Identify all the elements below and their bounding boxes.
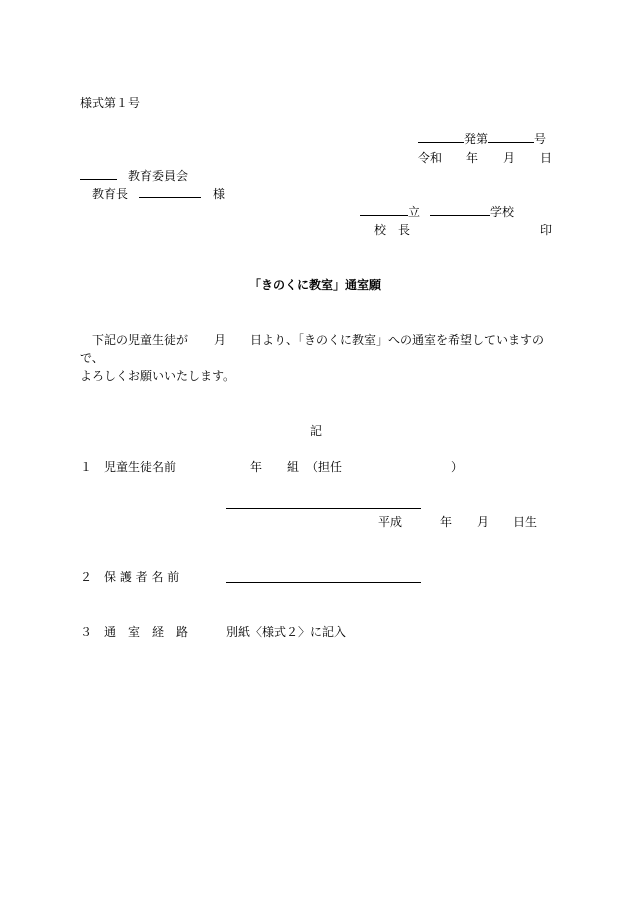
board-line bbox=[80, 169, 188, 183]
item1-label: 児童生徒名前 bbox=[104, 460, 177, 474]
item2-number: ２ bbox=[80, 570, 93, 584]
body-line1-month: 月 bbox=[214, 333, 227, 347]
item3-label: 通 室 経 路 bbox=[104, 625, 189, 639]
item1-number: １ bbox=[80, 460, 93, 474]
student-name-line bbox=[226, 508, 421, 509]
date-month: 月 bbox=[503, 151, 516, 165]
school-blank bbox=[430, 205, 490, 216]
document-title: 「きのくに教室」通室願 bbox=[248, 278, 381, 292]
body-line1-a: 下記の児童生徒が bbox=[80, 333, 189, 347]
superintendent-blank bbox=[139, 187, 201, 198]
honorific-text: 様 bbox=[213, 187, 226, 201]
seal-mark: 印 bbox=[540, 223, 553, 237]
item1-class: 組 bbox=[287, 460, 300, 474]
ritsu-text: 立 bbox=[408, 205, 421, 219]
issue-prefix-blank bbox=[418, 132, 464, 143]
birth-month: 月 bbox=[477, 515, 490, 529]
item3-value: 別紙〈様式２〉に記入 bbox=[226, 625, 347, 639]
item1-grade: 年 bbox=[250, 460, 263, 474]
body-line3: よろしくお願いいたします。 bbox=[80, 369, 236, 383]
birth-day: 日生 bbox=[513, 515, 538, 529]
issue-number-blank bbox=[488, 132, 534, 143]
issue-number bbox=[418, 132, 546, 146]
form-number: 様式第１号 bbox=[80, 96, 141, 110]
body-line2: で、 bbox=[80, 351, 104, 365]
body-line1-b: 日より、「きのくに教室」への通室を希望していますの bbox=[250, 333, 545, 347]
issue-end-text: 号 bbox=[534, 132, 547, 146]
ki-mark: 記 bbox=[310, 424, 323, 438]
superintendent-text: 教育長 bbox=[92, 187, 129, 201]
item1-teacher-open: （担任 bbox=[306, 460, 343, 474]
birth-era: 平成 bbox=[378, 515, 403, 529]
board-blank bbox=[80, 169, 117, 180]
item1-teacher-close: ） bbox=[451, 460, 464, 474]
board-text: 教育委員会 bbox=[128, 169, 189, 183]
issue-mid-text: 発第 bbox=[464, 132, 489, 146]
school-text: 学校 bbox=[490, 205, 515, 219]
municipality-blank bbox=[360, 205, 408, 216]
item3-number: ３ bbox=[80, 625, 93, 639]
date-day: 日 bbox=[540, 151, 553, 165]
date-era: 令和 bbox=[418, 151, 443, 165]
guardian-name-line bbox=[226, 582, 421, 583]
item2-label: 保 護 者 名 前 bbox=[104, 570, 180, 584]
superintendent-line bbox=[92, 187, 225, 201]
date-year: 年 bbox=[466, 151, 479, 165]
birth-year: 年 bbox=[440, 515, 453, 529]
principal-label: 校 長 bbox=[374, 223, 411, 237]
sender-school-line bbox=[360, 205, 514, 219]
